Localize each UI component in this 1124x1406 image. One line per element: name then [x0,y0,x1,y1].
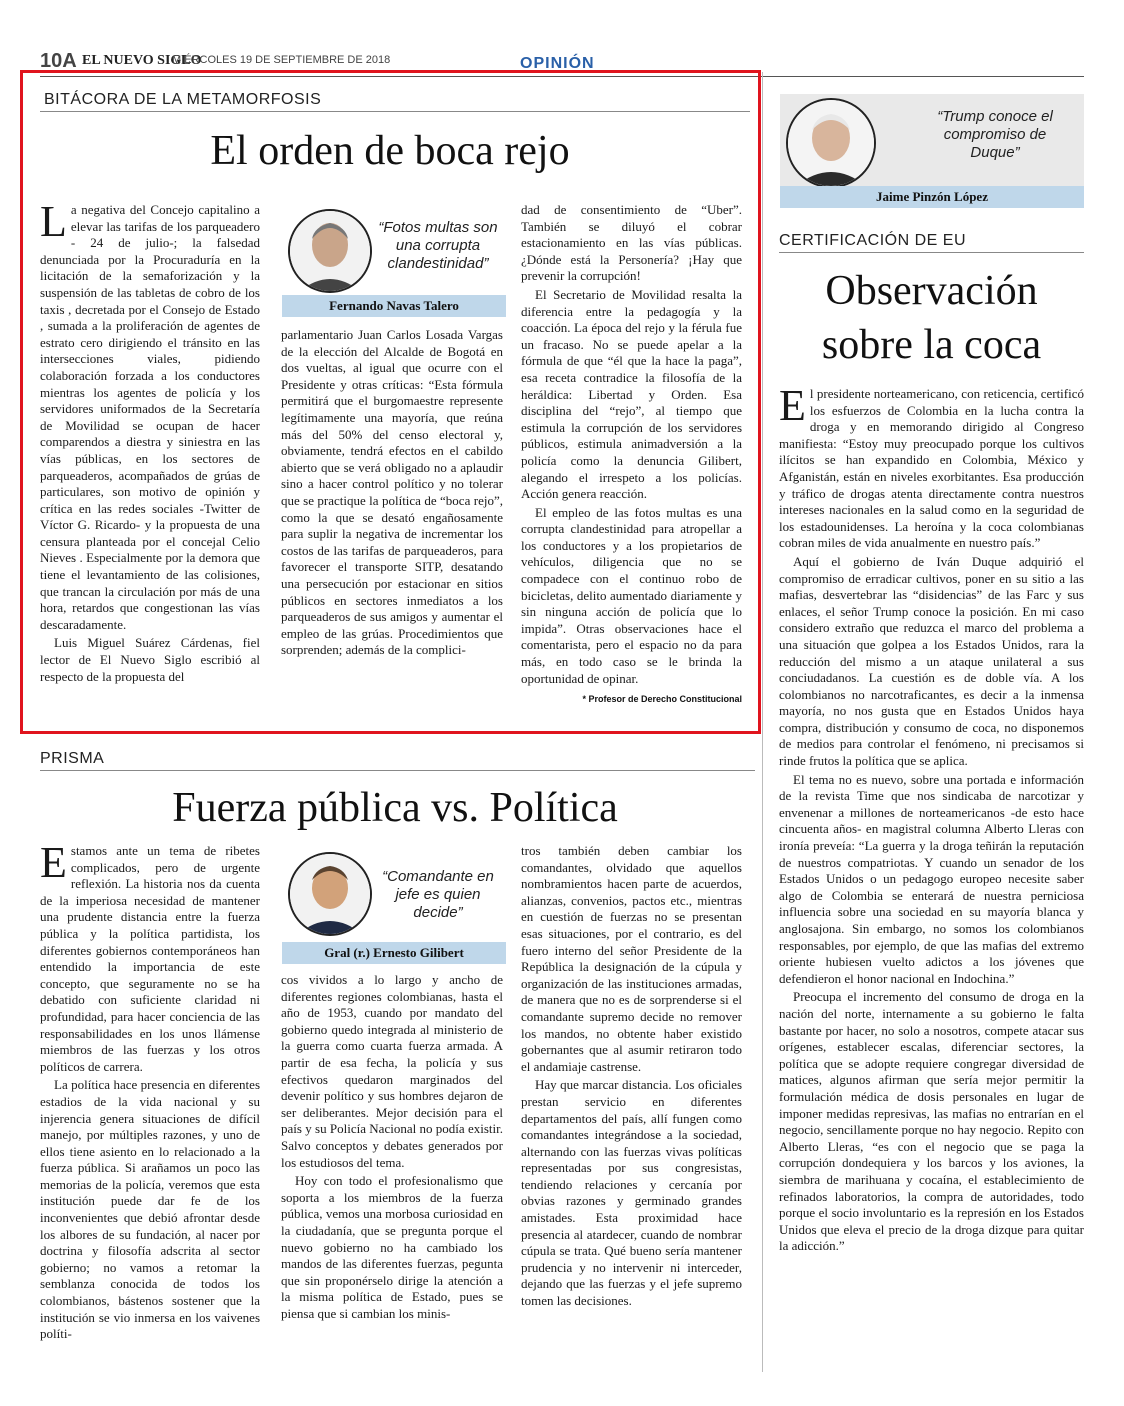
highlight-box [20,70,761,734]
article2-section-label: PRISMA [40,750,105,767]
article1-paragraph: parlamentario Juan Carlos Losada Vargas de la elección del Alcalde de Bogotá en dos vueltas, al igual que ocurre con el Presidente y otras críticas: “Esta fórmula permitirá que el burgomaestre represente legítimamente una mayoría, que reúna más del 50% del censo electoral y, obviamente, tendrá efectos en el cabildo abierto que se verá obligado no a aplaudir sino a hacer control político y no tolerar que se practique la política de “boca rejo”, como la que se desató engañosamente para suplir la negativa de incrementar los costos de las tarifas de parqueaderos, para favorecer el transporte SITP, desatando una persecución por estacionar en sitios públicos en sectores inmediatos a los parqueaderos de sus amigos y aumentar el empleo de las grúas. Procedimientos que sorprenden; además de la complici- [281,327,503,658]
article3-quote: “Trump conoce el compromiso de Duque” [937,108,1053,161]
article3-section-rule [779,252,1084,253]
article3-author: Jaime Pinzón López [780,186,1084,208]
article2-title: Fuerza pública vs. Política [172,785,618,831]
column-divider [762,72,763,1372]
article3-dropcap: E [779,386,806,430]
article3-quote-box [780,94,1084,208]
article3-section-label: CERTIFICACIÓN DE EU [779,232,966,249]
article1-title: El orden de boca rejo [210,128,570,174]
article2-column-2 [281,972,503,1354]
article2-paragraph: La política hace presencia en diferentes estadios de la vida nacional y su injerencia genera situaciones de difícil manejo, por múltiples razones, y uno de ellos tiene asiento en lo relacionado a la fuerza pública. Si arañamos un poco las memorias de la policía, veremos que esta institución puede dar fe de los inconvenientes que debió afrontar desde los albores de su fundación, al nacer por doctrina y filosofía adscrita al sector gobierno; no vamos a retomar la semblanza conocida de todos los colombianos, bástenos sostener que la institución se vio inmersa en los vaivenes políti- [40,1077,260,1342]
article1-footnote: * Profesor de Derecho Constitucional [582,694,742,704]
article2-column-1 [40,843,260,1353]
section-name: OPINIÓN [520,55,595,72]
article3-paragraph: l presidente norteamericano, con reticencia, certificó los esfuerzos de Colombia en la lucha contra la droga y en memorando dirigido al Congreso manifiesta: “Estoy muy preocupado porque los cultivos ilícitos se han expandido en Colombia, México y Afganistán, están en niveles exorbitantes. Esa producción y tráfico de drogas atenta directamente contra nuestros intereses nacionales en la salud como en la seguridad de los estadounidenses. La heroína y la coca colombianas cobran miles de vida anualmente en nuestro país.” [779,386,1084,551]
article1-author: Fernando Navas Talero [282,295,506,317]
article1-section-label: BITÁCORA DE LA METAMORFOSIS [44,91,322,108]
article1-dropcap: L [40,202,67,246]
article2-column-3 [521,843,742,1353]
article3-title-line-1: Observación [825,268,1038,314]
article1-paragraph: dad de consentimiento de “Uber”. También se diluyó el cobrar estacionamiento en las vías públicas. ¿Dónde está la Personería? ¡Hay que prevenir la corrupción! [521,202,742,284]
article2-paragraph: tros también deben cambiar los comandantes, olvidado que aquellos nombramientos hacen parte de acuerdos, alianzas, convenios, pactos etc., mientras en cuestión de fuerzas no se presentan esas situaciones, por el contrario, es del fuero interno del señor Presidente de la República la designación de la cúpula y organización de las instituciones armadas, de manera que no es de sorprenderse si el comandante supremo decide no remover los mandos, no obtente haber existido gobernantes que al asumir retiraron todo el andamiaje castrense. [521,843,742,1074]
article2-quote-box [282,846,506,964]
article3-paragraph: El tema no es nuevo, sobre una portada e información de la revista Time que nos sindicaba de narcotizar y envenenar a millones de norteamericanos -de esto hace cincuenta años- en magistral columna Alberto Lleras con ironía preveía: “La guerra y la droga teñirán la reputación de nuestros compatriotas. Y cuando un senador de los Estados Unidos o un pedagogo europeo necesite saber algo de Colombia se enterará de nuestra perniciosa influencia sobre una sociedad en su mayoría blanca y anglosajona. Sin embargo, no somos los colombianos responsables, por ejemplo, de que las mafias del extremo oriente hubiesen vuelto adictos a los jóvenes que defendieron el honor nacional en Indochina.” [779,771,1084,986]
issue-date: MIÉRCOLES 19 DE SEPTIEMBRE DE 2018 [172,54,391,66]
article1-paragraph: El Secretario de Movilidad resalta la diferencia entre la pedagogía y la coacción. La época del rejo y la férula fue un fracaso. No se puede apelar a la fórmula de que “él que la hace la paga”, esa receta contradice la filosofía de la heráldica: Libertad y Orden. Esa disciplina del “rejo”, al tiempo que estimula la corrupción de los servidores públicos, estimula animadversión a la policía como la denuncia Gilibert, alegando el irrespeto a los policías. Acción genera reacción. [521,286,742,502]
article3-paragraph: Aquí el gobierno de Iván Duque adquirió el compromiso de erradicar cultivos, poner en su sitio a las mafias, desvertebrar las “disidencias” de las Farc y sus enlaces, el señor Trump conoce la posición. En mi caso considero extraño que reduzca el marco del problema a una situación que golpea a los Estados Unidos, rara la reducción del mismo a un ataque unilateral a sus conciudadanos. La cuestión es de doble vía. A los colombianos no narcotraficantes, es decir a la inmensa mayoría, no nos gusta que en Estados Unidos haya compra, distribución y consumo de coca, no disponemos de medios para controlar el fenómeno, ni precisamos si rinde frutos la política que se aplica. [779,553,1084,769]
article2-paragraph: stamos ante un tema de ribetes complicados, pero de urgente reflexión. La historia nos da cuenta de la imperiosa necesidad de mantener una prudente distancia entre la fuerza pública y la política partidista, los diferentes gobiernos contemporáneos han entendido la importancia de este concepto, que seguramente no se ha debatido con suficiente claridad ni profundidad, para hacer conciencia de las responsabilidades en los unos llámense miembros de las fuerzas y los otros políticos de carrera. [40,843,260,1074]
article2-paragraph: cos vividos a lo largo y ancho de diferentes regiones colombianas, hasta el año de 1953, cuando por mandato del gobierno quedo integrada al ministerio de la guerra como cuarta fuerza armada. A partir de esa fecha, la policía y sus efectivos quedaron marginados del devenir político y sus hombres dejaron de ser deliberantes. Mejor decisión para el país y su Policía Nacional no podía existir. Salvo conceptos y debates generados por los estudiosos del tema. [281,972,503,1170]
author-portrait [786,98,876,188]
article1-paragraph: Luis Miguel Suárez Cárdenas, fiel lector de El Nuevo Siglo escribió al respecto de la propuesta del [40,635,260,684]
page-number: 10A [40,50,77,72]
article3-title-line-2: sobre la coca [821,322,1042,368]
article2-quote: “Comandante en jefe es quien decide” [382,868,494,921]
article1-paragraph: El empleo de las fotos multas es una corrupta clandestinidad para atropellar a los conductores y a los propietarios de vehículos, diligencia que no se compadece con el continuo robo de bicicletas, delito aumentado diariamente y sin ninguna acción de policía que lo impida”. Otras observaciones hace el comentarista, pero el espacio no da para más, en todo caso se le brinda la oportunidad de opinar. [521,504,742,686]
article2-author: Gral (r.) Ernesto Gilibert [282,942,506,964]
article2-paragraph: Hoy con todo el profesionalismo que soporta a los miembros de la fuerza pública, vemos una morbosa curiosidad en la ciudadanía, que se pregunta porque el nuevo gobierno no ha cambiado los mandos de las diferentes fuerzas, pegunta que sin proponérselo dirige la atención a la misma política de Estado, pues se piensa que si cambian los minis- [281,1173,503,1321]
portrait-image [788,100,874,186]
article1-quote: “Fotos multas son una corrupta clandestinidad” [378,219,498,272]
article3-body [779,386,1084,1356]
article2-dropcap: E [40,843,67,887]
article3-title [779,264,1084,372]
article2-section-rule [40,770,755,771]
article2-paragraph: Hay que marcar distancia. Los oficiales prestan servicio en diferentes departamentos del país, allí fungen como comandantes integrándose a la sociedad, alternando con las fuerzas vivas políticas representadas por sus congresistas, tendiendo relaciones y cercanía por obvias razones y germinado grandes amistades. Esta proximidad hace presencia al atardecer, cuando de nombrar cúpula se trata. Qué bueno sería mantener prudencia y no intervenir ni interceder, dejando que las fuerzas y el jefe supremo tomen las decisiones. [521,1077,742,1309]
author-portrait [288,852,372,936]
portrait-image [290,854,370,934]
article1-paragraph: a negativa del Concejo capitalino a elevar las tarifas de los parqueadero - 24 de julio-; la falsedad denunciada por la Procuraduría en la licitación de la semaforización y la suspensión de las tabletas de cobro de los taxis , decretada por el Consejo de Estado , sumada a la proliferación de agentes de estrato cero dirigiendo el tránsito en las intersecciones viales, pidiendo colaboración forzada a los conductores mientras los agentes de policía y los servidores uniformados de la Secretaría de Movilidad se ocupan de hacer comparendos a diestra y siniestra en las vías públicas, en los sectores de parqueaderos, acompañados de grúas de particulares, son motivo de opinión y crítica en las redes sociales -Twitter de Víctor G. Ricardo- y la propuesta de una censura planteada por el concejal Celio Nieves . Especialmente por la demora que tiene el levantamiento de las colisiones, que trancan la circulación por más de una hora, retardos que congestionan las vías descaradamente. [40,202,260,632]
newspaper-name: EL NUEVO SIGLO [82,53,202,68]
article3-paragraph: Preocupa el incremento del consumo de droga en la nación del norte, internamente a su gobierno le falta bastante por hacer, no solo a nosotros, compete atacar sus orígenes, establecer escalas, diferenciar sectores, la política que se adopte requiere congregar diversidad de matices, algunos afirman que sería mejor permitir la formulación médica de dosis personales en lugar de imponer medidas represivas, las mafias no entrarían en el negocio, sencillamente porque no hay negocio. Repito con Alberto Lleras, “es con el negocio que se paga la corrupción dondequiera y los barcos y los aviones, la siembra de marihuana y cocaína, el establecimiento de refinados laboratorios, la compra de autoridades, todo porque el socio involuntario es la represión en los Estados Unidos que eleva el precio de la droga dizque para quitar la adicción.” [779,989,1084,1254]
